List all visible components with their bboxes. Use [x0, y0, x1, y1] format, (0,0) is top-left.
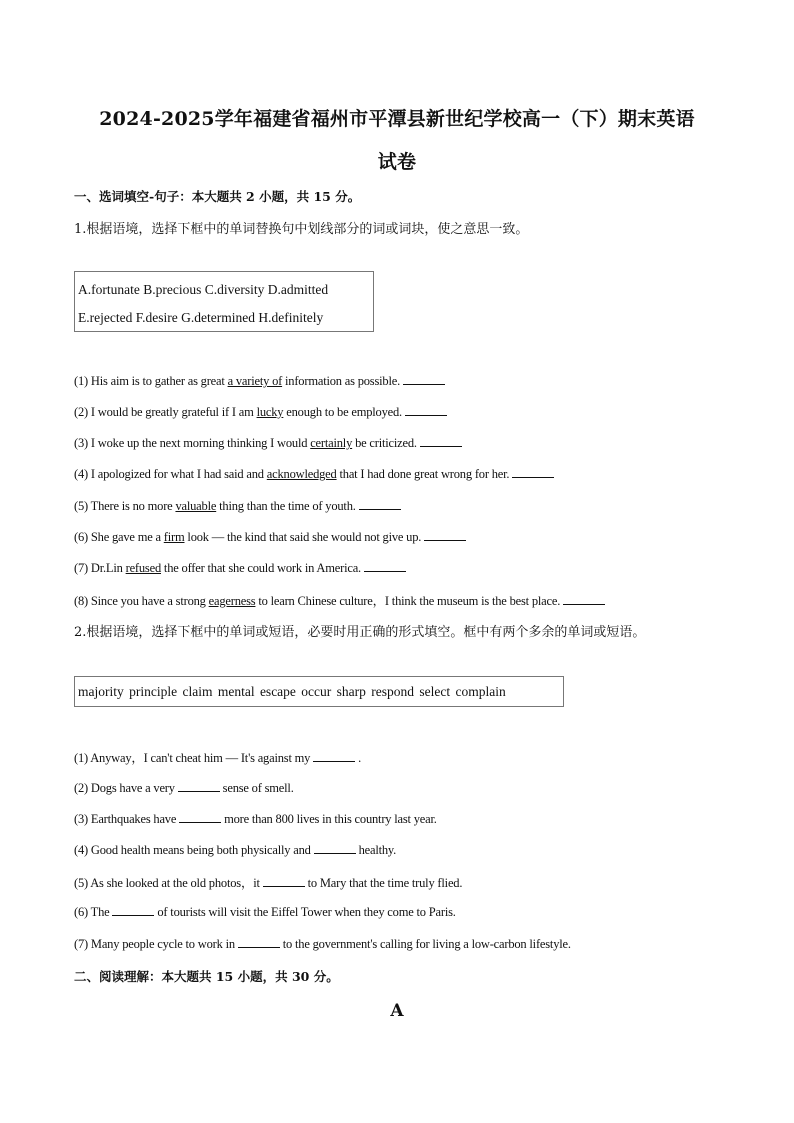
q2-item: (6) The of tourists will visit the Eiffel Tower when they come to Paris.	[74, 905, 456, 919]
q2-item: (4) Good health means being both physically and healthy.	[74, 843, 397, 857]
underlined-phrase: refused	[125, 561, 161, 575]
answer-blank[interactable]	[405, 404, 447, 416]
q1-item: (1) His aim is to gather as great a variety of information as possible.	[74, 373, 445, 389]
answer-blank[interactable]	[238, 936, 280, 948]
q1-item: (8) Since you have a strong eagerness to learn Chinese culture，I think the museum is the best place.	[74, 591, 605, 609]
q1-item: (7) Dr.Lin refused the offer that she could work in America.	[74, 560, 406, 576]
section2-heading: 二、阅读理解：本大题共 15 小题，共 30 分。	[74, 969, 339, 984]
q1-item: (5) There is no more valuable thing than the time of youth.	[74, 498, 401, 514]
answer-blank[interactable]	[420, 435, 462, 447]
answer-blank[interactable]	[179, 811, 221, 823]
passage-letter: A	[390, 1001, 404, 1021]
question2-instruction: 2.根据语境，选择下框中的单词或短语，必要时用正确的形式填空。框中有两个多余的单词或短语。	[74, 625, 646, 640]
answer-blank[interactable]	[424, 529, 466, 541]
underlined-phrase: eagerness	[208, 594, 256, 608]
word-bank-row-2: E.rejected F.desire G.determined H.definitely	[78, 310, 324, 325]
underlined-phrase: certainly	[310, 436, 353, 450]
q1-item: (3) I woke up the next morning thinking I would certainly be criticized.	[74, 435, 462, 451]
word-bank-box-2: majority principle claim mental escape occur sharp respond select complain	[74, 676, 564, 707]
answer-blank[interactable]	[563, 593, 605, 605]
underlined-phrase: lucky	[256, 405, 284, 419]
answer-blank[interactable]	[359, 498, 401, 510]
exam-title-line2: 试卷	[377, 151, 417, 173]
answer-blank[interactable]	[263, 875, 305, 887]
q2-item: (3) Earthquakes have more than 800 lives in this country last year.	[74, 812, 437, 826]
answer-blank[interactable]	[364, 560, 406, 572]
q2-item: (2) Dogs have a very sense of smell.	[74, 781, 294, 795]
q2-item: (7) Many people cycle to work in to the government's calling for living a low-carbon lifestyle.	[74, 937, 571, 951]
answer-blank[interactable]	[112, 904, 154, 916]
q2-item: (5) As she looked at the old photos，it to Mary that the time truly flied.	[74, 876, 463, 890]
q1-item: (2) I would be greatly grateful if I am lucky enough to be employed.	[74, 404, 447, 420]
answer-blank[interactable]	[314, 842, 356, 854]
answer-blank[interactable]	[512, 466, 554, 478]
q1-item: (6) She gave me a firm look — the kind that said she would not give up.	[74, 529, 466, 545]
underlined-phrase: a variety of	[227, 374, 283, 388]
underlined-phrase: firm	[163, 530, 185, 544]
underlined-phrase: valuable	[175, 499, 217, 513]
underlined-phrase: acknowledged	[266, 467, 337, 481]
question1-instruction: 1.根据语境，选择下框中的单词替换句中划线部分的词或词块，使之意思一致。	[74, 222, 529, 237]
answer-blank[interactable]	[313, 750, 355, 762]
q1-item: (4) I apologized for what I had said and acknowledged that I had done great wrong for her.	[74, 466, 554, 482]
answer-blank[interactable]	[403, 373, 445, 385]
word-bank-box-1	[74, 271, 374, 332]
answer-blank[interactable]	[178, 780, 220, 792]
section1-heading: 一、选词填空-句子：本大题共 2 小题，共 15 分。	[74, 189, 361, 204]
word-bank-row-1: A.fortunate B.precious C.diversity D.admitted	[78, 282, 329, 297]
exam-title-line1: 2024-2025学年福建省福州市平潭县新世纪学校高一（下）期末英语	[99, 108, 695, 130]
q2-item: (1) Anyway，I can't cheat him — It's against my .	[74, 751, 362, 765]
